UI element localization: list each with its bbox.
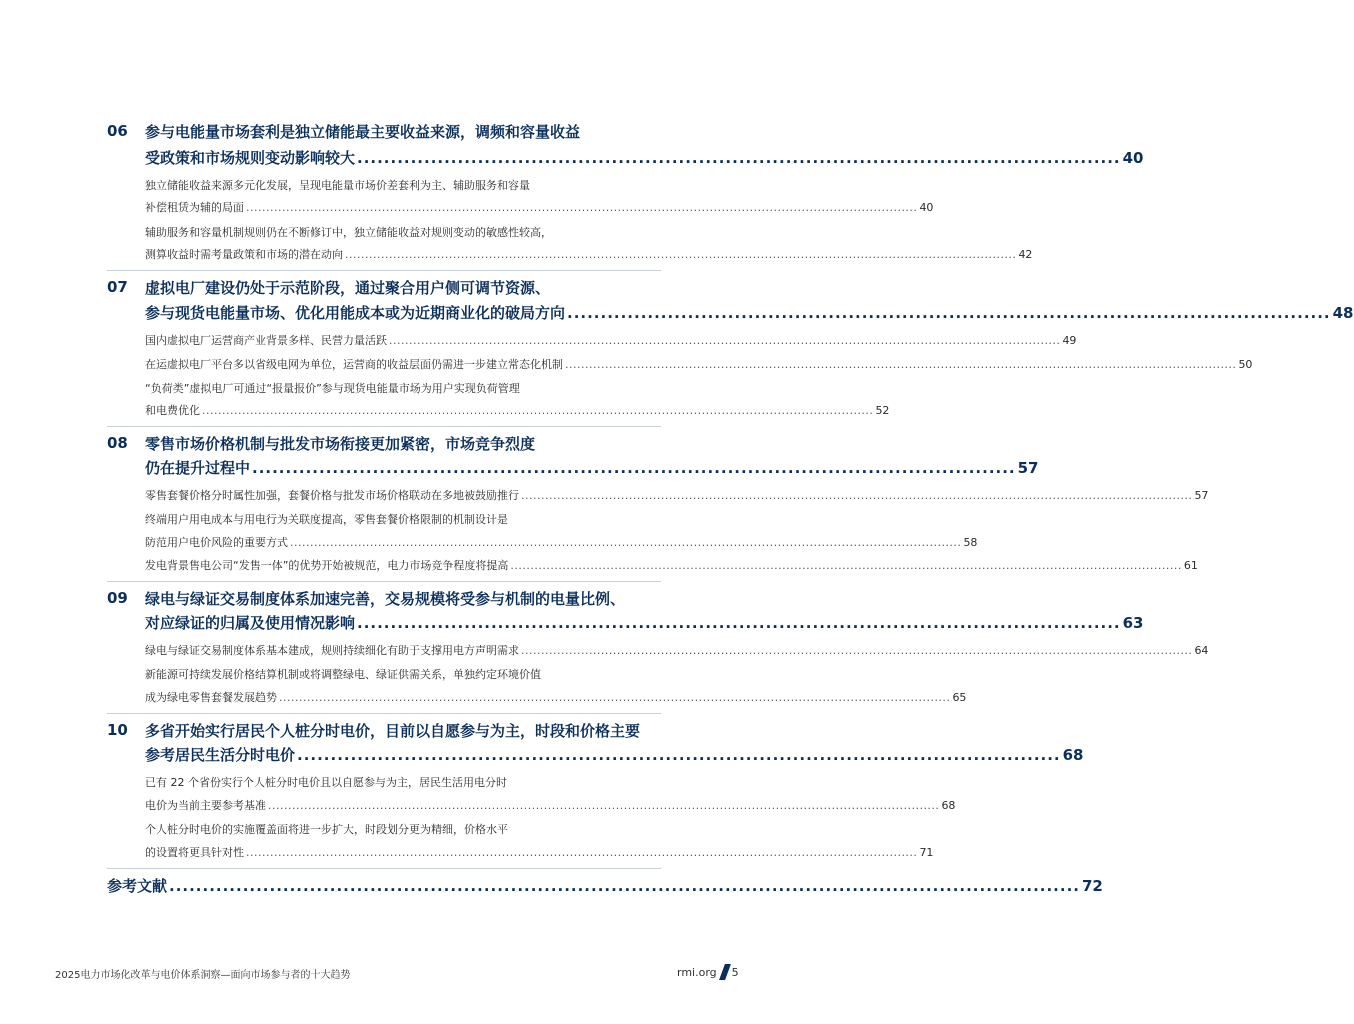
dot-leader: ........................................................................................................................................................................	[246, 846, 918, 859]
subsection-page-number: 40	[919, 201, 934, 214]
footer-site[interactable]: rmi.org	[677, 965, 717, 979]
chapter-title-line2	[145, 148, 1144, 168]
subsection-text: 成为绿电零售套餐发展趋势	[145, 691, 277, 704]
subsection-entry[interactable]	[145, 488, 1209, 504]
subsection-entry[interactable]	[145, 247, 1033, 263]
subsection-page-number: 49	[1062, 334, 1077, 347]
subsection-line1: 已有 22 个省份实行个人桩分时电价且以自愿参与为主，居民生活用电分时	[145, 776, 507, 789]
divider	[107, 426, 661, 427]
subsection-text: 电价为当前主要参考基准	[145, 799, 266, 812]
subsection-entry[interactable]	[145, 403, 890, 419]
subsection-page-number: 71	[919, 846, 934, 859]
subsection-text: 国内虚拟电厂运营商产业背景多样、民营力量活跃	[145, 334, 387, 347]
subsection-line1: 独立储能收益来源多元化发展，呈现电能量市场价差套利为主、辅助服务和容量	[145, 179, 530, 192]
dot-leader: ..................................................................................................................	[357, 149, 1121, 167]
subsection-page-number: 64	[1194, 644, 1209, 657]
subsection-entry[interactable]	[145, 845, 934, 861]
subsection-page-number: 58	[963, 536, 978, 549]
subsection-text: 零售套餐价格分时属性加强，套餐价格与批发市场价格联动在多地被鼓励推行	[145, 489, 519, 502]
divider	[107, 868, 661, 869]
chapter-title-text: 参考居民生活分时电价	[145, 746, 296, 764]
chapter-page-number: 57	[1017, 459, 1039, 477]
subsection-page-number: 57	[1194, 489, 1209, 502]
chapter-title-line2	[145, 745, 1084, 765]
subsection-page-number: 42	[1018, 248, 1033, 261]
subsection-text: 补偿租赁为辅的局面	[145, 201, 244, 214]
divider	[107, 581, 661, 582]
chapter-page-number: 40	[1122, 149, 1144, 167]
dot-leader: ........................................................................................................................................................................	[202, 404, 874, 417]
subsection-text: 绿电与绿证交易制度体系基本建成，规则持续细化有助于支撑用电方声明需求	[145, 644, 519, 657]
subsection-text: 和电费优化	[145, 404, 200, 417]
subsection-line1: 辅助服务和容量机制规则仍在不断修订中，独立储能收益对规则变动的敏感性较高，	[145, 226, 552, 239]
divider	[107, 713, 661, 714]
dot-leader: ........................................................................................................................................................................	[246, 201, 918, 214]
subsection-line1: “负荷类”虚拟电厂可通过“报量报价”参与现货电能量市场为用户实现负荷管理	[145, 382, 520, 395]
dot-leader: ........................................................................................................................................................................	[279, 691, 951, 704]
chapter-page-number: 48	[1332, 304, 1354, 322]
chapter-title-text: 参与现货电能量市场、优化用能成本或为近期商业化的破局方向	[145, 304, 566, 322]
subsection-line1: 个人桩分时电价的实施覆盖面将进一步扩大，时段划分更为精细，价格水平	[145, 823, 508, 836]
subsection-text: 防范用户电价风险的重要方式	[145, 536, 288, 549]
dot-leader: ........................................................................................................................................................................	[521, 489, 1193, 502]
subsection-line1: 终端用户用电成本与用电行为关联度提高，零售套餐价格限制的机制设计是	[145, 513, 508, 526]
references-entry	[107, 876, 1103, 896]
footer-page-info	[677, 964, 739, 980]
chapter-number: 08	[107, 434, 128, 452]
subsection-text: 测算收益时需考量政策和市场的潜在动向	[145, 248, 343, 261]
chapter-title-line2	[145, 458, 1039, 478]
dot-leader: ........................................................................................................................................................................	[565, 358, 1237, 371]
divider	[107, 270, 661, 271]
subsection-page-number: 65	[952, 691, 967, 704]
chapter-number: 10	[107, 721, 128, 739]
subsection-entry[interactable]	[145, 798, 956, 814]
chapter-number: 06	[107, 122, 128, 140]
chapter-title-line1: 绿电与绿证交易制度体系加速完善，交易规模将受参与机制的电量比例、	[145, 590, 626, 608]
footer-page-number: 5	[731, 965, 739, 979]
slash-icon	[719, 964, 731, 980]
subsection-entry[interactable]	[145, 558, 1198, 574]
dot-leader: ........................................................................................................................................................................	[345, 248, 1017, 261]
dot-leader: ........................................................................................................................................................................	[290, 536, 962, 549]
chapter-page-number: 68	[1062, 746, 1084, 764]
subsection-page-number: 68	[941, 799, 956, 812]
references-title: 参考文献	[107, 877, 168, 895]
chapter-title-line1: 虚拟电厂建设仍处于示范阶段，通过聚合用户侧可调节资源、	[145, 279, 551, 297]
subsection-entry[interactable]	[145, 535, 978, 551]
chapter-page-number: 63	[1122, 614, 1144, 632]
chapter-title-line1: 多省开始实行居民个人桩分时电价，目前以自愿参与为主，时段和价格主要	[145, 722, 641, 740]
subsection-entry[interactable]	[145, 690, 967, 706]
subsection-entry[interactable]	[145, 200, 934, 216]
subsection-entry[interactable]	[145, 643, 1209, 659]
subsection-entry[interactable]	[145, 333, 1077, 349]
chapter-title-text: 对应绿证的归属及使用情况影响	[145, 614, 356, 632]
chapter-title-line2	[145, 613, 1144, 633]
subsection-line1: 新能源可持续发展价格结算机制或将调整绿电、绿证供需关系，单独约定环境价值	[145, 668, 541, 681]
dot-leader: ........................................................................................................................................................................	[510, 559, 1182, 572]
dot-leader: ..................................................................................................................	[297, 746, 1061, 764]
chapter-number: 07	[107, 278, 128, 296]
subsection-page-number: 61	[1183, 559, 1198, 572]
subsection-text: 发电背景售电公司“发售一体”的优势开始被规范，电力市场竞争程度将提高	[145, 559, 509, 572]
dot-leader: ........................................................................................................................................................................	[268, 799, 940, 812]
dot-leader: ........................................................................................................................................................................	[389, 334, 1061, 347]
chapter-number: 09	[107, 589, 128, 607]
subsection-page-number: 50	[1238, 358, 1253, 371]
dot-leader: ........................................................................................................................................	[169, 877, 1080, 895]
chapter-title-text: 受政策和市场规则变动影响较大	[145, 149, 356, 167]
subsection-text: 的设置将更具针对性	[145, 846, 244, 859]
dot-leader: ........................................................................................................................................................................	[521, 644, 1193, 657]
chapter-title-line1: 参与电能量市场套利是独立储能最主要收益来源，调频和容量收益	[145, 123, 581, 141]
dot-leader: ..................................................................................................................	[252, 459, 1016, 477]
subsection-text: 在运虚拟电厂平台多以省级电网为单位，运营商的收益层面仍需进一步建立常态化机制	[145, 358, 563, 371]
subsection-page-number: 52	[875, 404, 890, 417]
chapter-title-line1: 零售市场价格机制与批发市场衔接更加紧密，市场竞争烈度	[145, 435, 536, 453]
subsection-entry[interactable]	[145, 357, 1253, 373]
chapter-title-text: 仍在提升过程中	[145, 459, 251, 477]
dot-leader: ..................................................................................................................	[567, 304, 1331, 322]
dot-leader: ..................................................................................................................	[357, 614, 1121, 632]
references-page-number: 72	[1081, 877, 1103, 895]
chapter-title-line2	[145, 303, 1354, 323]
footer-report-title: 2025电力市场化改革与电价体系洞察—面向市场参与者的十大趋势	[55, 970, 351, 981]
